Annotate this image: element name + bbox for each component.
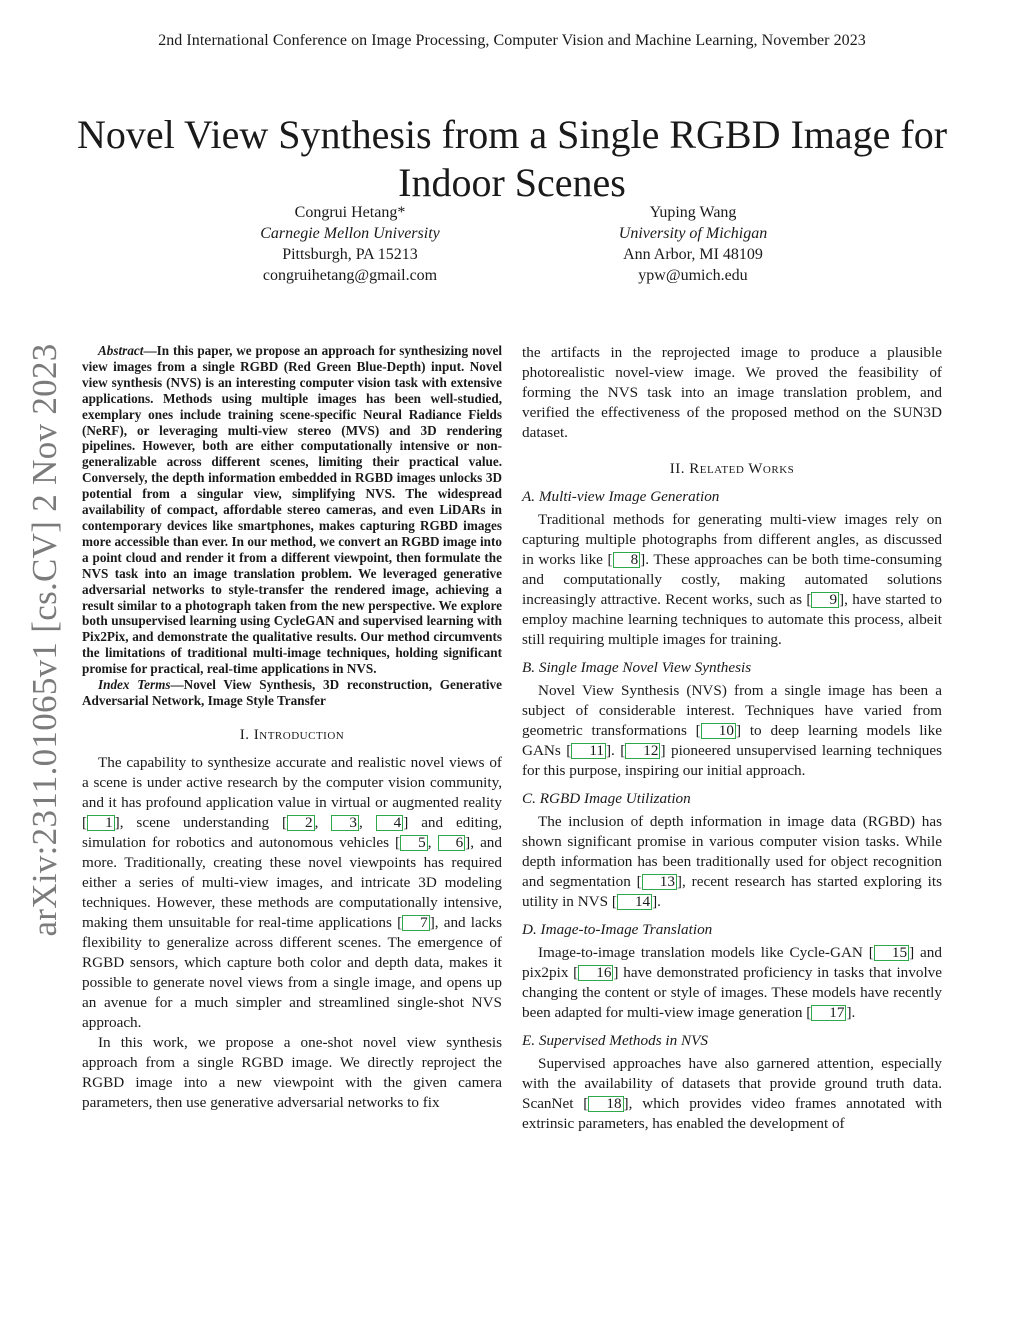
related-paragraph-a	[522, 510, 942, 650]
citation-link[interactable]: 12	[625, 743, 660, 759]
subsection-heading-d: D. Image-to-Image Translation	[522, 921, 713, 938]
citation-link[interactable]: 13	[642, 874, 677, 890]
text-run: Novel View Synthesis (NVS) from a single image has been a subject of considerable interest. Techniques have varied from geometric transformations [	[522, 682, 942, 739]
author-block-1	[220, 202, 480, 286]
text-run: Supervised approaches have also garnered attention, especially with the availability of datasets that provide ground truth data. ScanNet [	[522, 1055, 942, 1112]
text-run: The capability to synthesize accurate and realistic novel views of a scene is under active research by the computer vision community, and it has profound application value in virtual or augmented reality [	[82, 753, 502, 831]
citation-link[interactable]: 2	[287, 815, 315, 831]
subsection-heading-a: A. Multi-view Image Generation	[522, 488, 720, 505]
related-paragraph-e	[522, 1054, 942, 1134]
paper-title: Novel View Synthesis from a Single RGBD Image for Indoor Scenes	[76, 111, 948, 205]
section-heading-introduction: I. Introduction	[239, 726, 345, 743]
citation-link[interactable]: 10	[701, 723, 736, 739]
citation-link[interactable]: 5	[400, 835, 428, 851]
text-run: ], which provides video frames annotated with extrinsic parameters, has enabled the development of	[522, 1095, 942, 1132]
author-affiliation: University of Michigan	[618, 225, 768, 242]
subsection-heading-e: E. Supervised Methods in NVS	[522, 1032, 709, 1049]
citation-link[interactable]: 11	[571, 743, 606, 759]
intro-paragraph-1	[82, 753, 502, 1033]
author-email: congruihetang@gmail.com	[262, 267, 438, 284]
text-run: ], and lacks flexibility to generalize across different scenes. The emergence of RGBD sensors, which capture both color and depth data, makes it possible to generate novel views from a single image, and opens up an avenue for a much simpler and streamlined single-shot NVS approach.	[82, 913, 502, 1031]
citation-link[interactable]: 6	[438, 835, 466, 851]
author-location: Ann Arbor, MI 48109	[623, 246, 763, 263]
author-name: Congrui Hetang*	[294, 204, 406, 221]
text-run: ], and more. Traditionally, creating these novel viewpoints has required either a series of multi-view images, and intricate 3D modeling techniques. However, these methods are computationally intensive, making them unsuitable for real-time applications [	[82, 833, 502, 931]
citation-link[interactable]: 14	[617, 894, 652, 910]
author-name: Yuping Wang	[649, 204, 737, 221]
citation-link[interactable]: 15	[874, 945, 909, 961]
text-run: Traditional methods for generating multi-view images rely on capturing multiple photographs from different angles, as discussed in works like [	[522, 511, 942, 568]
author-email: ypw@umich.edu	[638, 267, 748, 284]
text-run: ].	[652, 893, 661, 910]
subsection-heading-b: B. Single Image Novel View Synthesis	[522, 659, 752, 676]
left-column	[82, 343, 502, 1113]
abstract	[82, 343, 502, 677]
text-run: ,	[358, 813, 376, 831]
text-run: Image-to-image translation models like Cycle-GAN [	[538, 944, 874, 961]
text-run: ], have started to employ machine learning techniques to automate this process, albeit still requiring multiple images for training.	[522, 591, 942, 648]
right-column	[522, 343, 942, 1134]
citation-link[interactable]: 16	[578, 965, 613, 981]
citation-link[interactable]: 7	[402, 915, 430, 931]
index-terms	[82, 677, 502, 709]
text-run: ]. These approaches can be both time-consuming and computationally costly, making automated solutions increasingly attractive. Recent works, such as [	[522, 551, 942, 608]
related-paragraph-d	[522, 943, 942, 1023]
section-heading-related-works: II. Related Works	[669, 461, 795, 477]
intro-paragraph-2-continued: the artifacts in the reprojected image to produce a plausible photorealistic novel-view image. We proved the feasibility of forming the NVS task into an image translation problem, and verified the effectiveness of the proposed method on the SUN3D dataset.	[522, 344, 942, 441]
conference-header: 2nd International Conference on Image Processing, Computer Vision and Machine Learning, November 2023	[158, 32, 866, 49]
citation-link[interactable]: 3	[331, 815, 359, 831]
arxiv-stamp: arXiv:2311.01065v1 [cs.CV] 2 Nov 2023	[25, 343, 64, 937]
text-run: ] to deep learning models like GANs [	[522, 722, 942, 759]
author-affiliation: Carnegie Mellon University	[260, 225, 440, 242]
text-run: ,	[427, 833, 438, 851]
subsection-heading-c: C. RGBD Image Utilization	[522, 790, 691, 807]
related-paragraph-c	[522, 812, 942, 912]
index-terms-text: —Novel View Synthesis, 3D reconstruction, Generative Adversarial Network, Image Style Transfer	[82, 677, 502, 708]
intro-paragraph-2: In this work, we propose a one-shot novel view synthesis approach from a single RGBD image. We directly reproject the RGBD image into a new viewpoint with the given camera parameters, then use generative adversarial networks to fix	[82, 1033, 502, 1111]
related-paragraph-b	[522, 681, 942, 781]
text-run: ,	[314, 813, 332, 831]
citation-link[interactable]: 1	[87, 815, 115, 831]
abstract-text: —In this paper, we propose an approach for synthesizing novel view images from a single RGBD (Red Green Blue-Depth) input. Novel view synthesis (NVS) is an interesting computer vision task with extensive applications. Methods using multiple images has been well-studied, exemplary ones include training scene-specific Neural Radiance Fields (NeRF), or leveraging multi-view stereo (MVS) and 3D rendering pipelines. However, both are either computationally intensive or non-generalizable across different scenes, limiting their practical value. Conversely, the depth information embedded in RGBD images unlocks 3D potential from a singular view, simplifying NVS. The widespread availability of compact, affordable stereo cameras, and even LiDARs in contemporary devices like smartphones, makes capturing RGBD images more accessible than ever. In our method, we convert an RGBD image into a point cloud and render it from a different viewpoint, then formulate the NVS task into an image translation problem. We leveraged generative adversarial networks to style-transfer the rendered image, achieving a result similar to a photograph taken from the new perspective. We explore both unsupervised learning using CycleGAN and supervised learning with Pix2Pix, and demonstrate the qualitative results. Our method circumvents the limitations of traditional multi-image techniques, holding significant promise for practical, real-time applications in NVS.	[82, 343, 502, 677]
text-run: The inclusion of depth information in image data (RGBD) has shown significant promise in various computer vision tasks. While depth information has been traditionally used for object recognition and segmentation [	[522, 813, 942, 890]
citation-link[interactable]: 9	[811, 592, 839, 608]
text-run: ], recent research has started exploring its utility in NVS [	[522, 873, 942, 910]
text-run: ]. [	[605, 742, 626, 759]
text-run: ] and pix2pix [	[522, 944, 942, 981]
author-location: Pittsburgh, PA 15213	[282, 246, 418, 263]
text-run: ] and editing, simulation for robotics and autonomous vehicles [	[82, 813, 503, 851]
abstract-lead: Abstract	[98, 343, 144, 358]
author-block-2	[563, 202, 823, 286]
text-run: ] have demonstrated proficiency in tasks that involve changing the content or style of images. These models have recently been adapted for multi-view image generation [	[522, 964, 942, 1021]
citation-link[interactable]: 4	[376, 815, 404, 831]
index-terms-lead: Index Terms	[98, 677, 171, 693]
text-run: ].	[846, 1004, 856, 1021]
citation-link[interactable]: 17	[811, 1005, 846, 1021]
citation-link[interactable]: 18	[588, 1096, 623, 1112]
text-run: ] pioneered unsupervised learning techniques for this purpose, inspiring our initial approach.	[522, 742, 942, 779]
citation-link[interactable]: 8	[613, 552, 641, 568]
text-run: ], scene understanding [	[114, 813, 288, 831]
